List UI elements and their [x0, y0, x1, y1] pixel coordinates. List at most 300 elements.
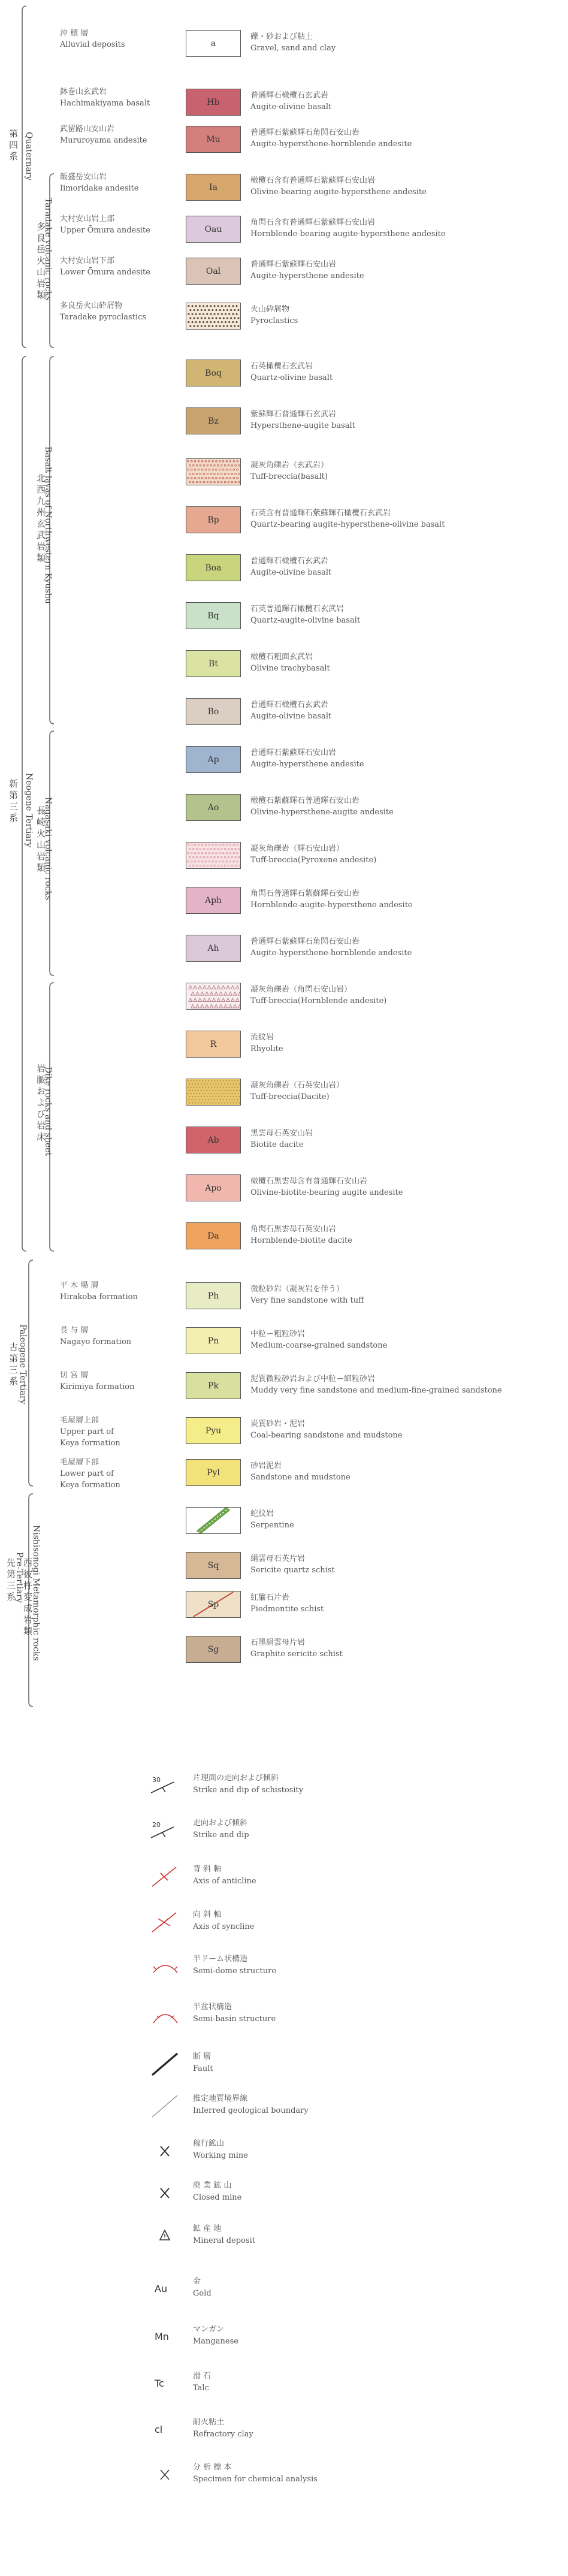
unit-description [250, 1176, 562, 1198]
symbol-desc-ja: 滑 石 [193, 2372, 212, 2381]
swatch-code: Sq [207, 1560, 219, 1571]
legend-swatch [186, 1222, 241, 1249]
unit-description [250, 127, 562, 150]
fault-icon [150, 2052, 186, 2076]
legend-swatch [186, 89, 241, 116]
swatch-pattern [186, 1079, 240, 1105]
legend-swatch [186, 216, 241, 243]
unit-description [250, 1328, 562, 1351]
swatch-code: Aph [204, 895, 222, 905]
symbol-desc-ja: 分 析 標 本 [193, 2463, 232, 2472]
mineral-deposit-icon [150, 2224, 186, 2248]
unit-name-ja: 飯盛岳安山岩 [60, 173, 107, 182]
unit-desc-ja: 凝灰角礫岩（輝石安山岩） [250, 844, 345, 853]
symbol-desc-en: Working mine [193, 2151, 248, 2160]
symbol-desc-en: Axis of anticline [193, 1877, 256, 1886]
unit-desc-en: Hornblende-biotite dacite [250, 1236, 352, 1245]
unit-name-en: Hachimakiyama basalt [60, 99, 150, 108]
symbol-sample-text: 30 [152, 1776, 161, 1784]
manganese-icon [150, 2325, 186, 2349]
symbol-desc-ja: 断 層 [193, 2052, 212, 2061]
unit-name-en: Lower Ōmura andesite [60, 268, 150, 277]
legend-swatch [186, 1174, 241, 1201]
unit-desc-en: Quartz-bearing augite-hypersthene-olivine basalt [250, 520, 445, 529]
unit-desc-en: Olivine-biotite-bearing augite andesite [250, 1188, 403, 1197]
legend-swatch [186, 935, 241, 962]
symbol-desc-ja: 背 斜 軸 [193, 1865, 222, 1874]
legend-swatch [186, 506, 241, 533]
symbol-description [193, 2138, 433, 2162]
unit-name-ja: 長 与 層 [60, 1326, 89, 1335]
symbol-desc-ja: 向 斜 軸 [193, 1910, 222, 1919]
swatch-code: Ph [207, 1291, 219, 1301]
unit-name-ja: 平 木 場 層 [60, 1281, 99, 1290]
swatch-code: Pk [208, 1381, 219, 1391]
unit-description [250, 651, 562, 674]
symbol-description [193, 1817, 433, 1841]
legend-swatch [186, 258, 241, 285]
legend-swatch [186, 1079, 241, 1106]
unit-name [60, 123, 180, 146]
swatch-code: Bp [207, 515, 219, 525]
unit-name-ja: 切 宮 層 [60, 1371, 89, 1380]
group-label-ja: 古第三系 [8, 1342, 19, 1388]
group-label-ja: 岩脈および岩床 [35, 1064, 46, 1143]
unit-desc-ja: 普通輝石橄欖石玄武岩 [250, 700, 329, 709]
symbol-description [193, 2370, 433, 2394]
unit-description [250, 508, 562, 530]
unit-desc-en: Quartz-augite-olivine basalt [250, 616, 361, 625]
symbol-description [193, 2417, 433, 2441]
syncline-axis-icon [150, 1910, 186, 1934]
swatch-code: Ia [209, 182, 217, 192]
unit-description [250, 1460, 562, 1483]
anticline-axis-icon [150, 1865, 186, 1889]
unit-name-ja: 毛屋層上部 [60, 1416, 99, 1425]
symbol-desc-ja: 半ドーム状構造 [193, 1955, 248, 1964]
unit-desc-ja: 流紋岩 [250, 1033, 274, 1042]
swatch-code: R [210, 1039, 217, 1049]
symbol-desc-ja: 廃 業 鉱 山 [193, 2181, 232, 2190]
group-label-en: Quaternary [24, 132, 34, 181]
unit-desc-ja: 凝灰角礫岩（玄武岩） [250, 461, 329, 470]
legend-swatch [186, 1031, 241, 1058]
unit-name-en: Taradake pyroclastics [60, 313, 147, 322]
legend-swatch [186, 303, 241, 330]
swatch-code: Bq [207, 611, 219, 621]
unit-description [250, 1032, 562, 1055]
swatch-code: Ah [207, 943, 219, 953]
symbol-description [193, 2093, 433, 2117]
legend-swatch [186, 746, 241, 773]
unit-desc-en: Augite-olivine basalt [250, 102, 332, 111]
unit-description [250, 31, 562, 54]
swatch-code: Apo [205, 1183, 222, 1193]
unit-name [60, 300, 180, 323]
unit-description [250, 1508, 562, 1531]
symbol-description [193, 2324, 433, 2348]
unit-description [250, 304, 562, 327]
unit-desc-en: Augite-hypersthene-hornblende andesite [250, 949, 412, 958]
group-label-ja: 多良岳火山岩類 [35, 222, 46, 301]
unit-desc-ja: 普通輝石紫蘇輝石角閃石安山岩 [250, 937, 360, 946]
unit-desc-en: Medium-coarse-grained sandstone [250, 1341, 388, 1350]
unit-desc-ja: 凝灰角礫岩（石英安山岩） [250, 1081, 345, 1090]
swatch-code: Bz [208, 416, 219, 426]
symbol-desc-en: Manganese [193, 2337, 238, 2346]
swatch-code: Ab [207, 1135, 219, 1145]
closed-mine-icon [150, 2181, 186, 2205]
unit-desc-en: Hypersthene-augite basalt [250, 421, 355, 430]
swatch-code: Bt [209, 659, 218, 669]
legend-swatch [186, 360, 241, 386]
unit-name [60, 213, 180, 236]
symbol-description [193, 2276, 433, 2300]
legend-swatch [186, 458, 241, 485]
unit-desc-ja: 角閃石含有普通輝石紫蘇輝石安山岩 [250, 218, 376, 227]
swatch-pattern [186, 1508, 240, 1533]
group-label-ja: 西彼杵変成岩類 [22, 1558, 33, 1638]
symbol-desc-en: Gold [193, 2289, 212, 2298]
group-label-en: Taradake volcanic rocks [43, 198, 53, 301]
group-label-en: Neogene Tertiary [24, 773, 34, 848]
unit-desc-ja: 蛇紋岩 [250, 1509, 274, 1518]
unit-name-en: Hirakoba formation [60, 1292, 138, 1301]
legend-swatch [186, 554, 241, 581]
strike-dip-schistosity-icon [150, 1774, 186, 1798]
unit-name-en: Mururoyama andesite [60, 136, 147, 145]
unit-desc-en: Tuff-breccia(basalt) [250, 472, 328, 481]
chemical-sample-icon [150, 2463, 186, 2487]
unit-name-ja: 鉢巻山玄武岩 [60, 87, 107, 96]
unit-name-en: Keya formation [60, 1481, 120, 1490]
symbol-desc-ja: 推定地質境界線 [193, 2094, 248, 2103]
group-label-en: Paleogene Tertiary [18, 1324, 28, 1405]
unit-desc-ja: 石英橄欖石玄武岩 [250, 362, 313, 371]
unit-description [250, 460, 562, 482]
legend-swatch [186, 1282, 241, 1309]
unit-description [250, 888, 562, 911]
symbol-desc-en: Strike and dip [193, 1831, 249, 1840]
unit-desc-en: Augite-hypersthene andesite [250, 760, 364, 769]
unit-desc-en: Pyroclastics [250, 316, 298, 325]
unit-desc-ja: 普通輝石橄欖石玄武岩 [250, 91, 329, 100]
symbol-desc-en: Fault [193, 2064, 213, 2073]
legend-swatch [186, 887, 241, 914]
unit-desc-en: Olivine-hypersthene-augite andesite [250, 808, 394, 817]
legend-swatch [186, 1591, 241, 1618]
unit-desc-ja: 橄欖石紫蘇輝石普通輝石安山岩 [250, 796, 360, 805]
swatch-code: Pyl [207, 1467, 220, 1478]
legend-swatch [186, 1372, 241, 1399]
swatch-code: Boa [205, 563, 222, 573]
symbol-desc-en: Mineral deposit [193, 2236, 256, 2245]
symbol-description [193, 2051, 433, 2075]
symbol-sample-text: cl [155, 2424, 163, 2435]
swatch-code: Oal [206, 266, 221, 276]
unit-description [250, 1128, 562, 1150]
unit-name-en: Alluvial deposits [60, 40, 125, 49]
symbol-description [193, 2180, 433, 2204]
symbol-desc-en: Axis of syncline [193, 1922, 255, 1931]
symbol-desc-en: Semi-basin structure [193, 2015, 276, 2024]
unit-desc-en: Augite-hypersthene-hornblende andesite [250, 140, 412, 149]
symbol-desc-en: Inferred geological boundary [193, 2106, 309, 2115]
unit-desc-en: Muddy very fine sandstone and medium-fine-grained sandstone [250, 1386, 502, 1395]
unit-description [250, 936, 562, 959]
unit-desc-en: Biotite dacite [250, 1140, 304, 1149]
refractory-clay-icon [150, 2418, 186, 2442]
symbol-desc-ja: 稼行鉱山 [193, 2139, 225, 2148]
unit-description [250, 409, 562, 431]
symbol-sample-text: Au [155, 2283, 168, 2294]
unit-description [250, 747, 562, 770]
swatch-code: Pn [207, 1336, 219, 1346]
swatch-code: a [210, 38, 216, 49]
inferred-boundary-icon [150, 2094, 186, 2118]
unit-name [60, 28, 180, 50]
unit-description [250, 1418, 562, 1441]
unit-description [250, 1373, 562, 1396]
symbol-sample-text: 20 [152, 1821, 161, 1829]
unit-name-ja: 大村安山岩下部 [60, 256, 115, 265]
unit-name-en: Nagayo formation [60, 1337, 132, 1346]
unit-name-ja: 武留路山安山岩 [60, 125, 115, 134]
symbol-desc-ja: マンガン [193, 2325, 225, 2334]
legend-swatch [186, 1552, 241, 1579]
unit-desc-en: Graphite sericite schist [250, 1650, 343, 1659]
unit-description [250, 90, 562, 113]
unit-description [250, 1224, 562, 1246]
legend-swatch [186, 650, 241, 677]
unit-description [250, 1284, 562, 1306]
unit-desc-ja: 橄欖石黒雲母含有普通輝石安山岩 [250, 1177, 368, 1186]
group-label-en: Nagasaki volcanic rocks [43, 797, 53, 901]
unit-desc-en: Serpentine [250, 1521, 294, 1530]
unit-description [250, 361, 562, 383]
symbol-description [193, 1953, 433, 1977]
swatch-code: Ao [207, 802, 219, 813]
unit-desc-ja: 普通輝石紫蘇輝石安山岩 [250, 748, 337, 757]
legend-swatch [186, 1127, 241, 1153]
unit-description [250, 259, 562, 282]
unit-name-en: Kirimiya formation [60, 1382, 135, 1391]
legend-swatch [186, 1507, 241, 1534]
unit-desc-en: Piedmontite schist [250, 1605, 324, 1614]
symbol-desc-en: Closed mine [193, 2193, 242, 2202]
unit-description [250, 843, 562, 866]
semi-basin-icon [150, 2003, 186, 2027]
unit-desc-en: Coal-bearing sandstone and mudstone [250, 1431, 403, 1440]
group-label-ja: 北西九州玄武岩類 [35, 473, 46, 564]
symbol-sample-text: Tc [155, 2378, 164, 2389]
unit-desc-ja: 橄欖石含有普通輝石紫蘇輝石安山岩 [250, 176, 376, 185]
legend-swatch [186, 1417, 241, 1444]
symbol-description [193, 1772, 433, 1796]
unit-desc-en: Olivine trachybasalt [250, 664, 330, 673]
unit-name-ja: 沖 積 層 [60, 29, 89, 38]
symbol-desc-ja: 耐火粘土 [193, 2418, 225, 2427]
unit-desc-en: Very fine sandstone with tuff [250, 1296, 364, 1305]
gold-icon [150, 2277, 186, 2301]
unit-desc-ja: 紅簾石片岩 [250, 1593, 290, 1602]
unit-name [60, 1370, 180, 1393]
legend-swatch [186, 126, 241, 153]
legend-swatch [186, 698, 241, 725]
unit-desc-en: Hornblende-augite-hypersthene andesite [250, 901, 413, 910]
unit-name-en: Keya formation [60, 1439, 120, 1448]
unit-description [250, 795, 562, 818]
unit-desc-ja: 泥質微粒砂岩および中粒ー細粒砂岩 [250, 1375, 376, 1384]
unit-name [60, 1280, 180, 1303]
unit-desc-ja: 石墨絹雲母片岩 [250, 1638, 306, 1647]
unit-name-en: Iimoridake andesite [60, 184, 139, 193]
unit-name [60, 255, 180, 278]
unit-name-ja: 多良岳火山砕屑物 [60, 301, 123, 310]
unit-desc-en: Sandstone and mudstone [250, 1473, 351, 1482]
group-label-en: Nishisonogi Metamorphic rocks [31, 1525, 41, 1661]
symbol-desc-ja: 走向および傾斜 [193, 1819, 248, 1828]
swatch-code: Sg [207, 1644, 219, 1654]
swatch-code: Da [207, 1231, 219, 1241]
unit-desc-en: Sericite quartz schist [250, 1566, 335, 1575]
legend-swatch [186, 842, 241, 869]
unit-name-ja: 大村安山岩上部 [60, 215, 115, 224]
legend-swatch [186, 602, 241, 629]
unit-desc-ja: 凝灰角礫岩（角閃石安山岩） [250, 985, 352, 994]
unit-desc-ja: 石英含有普通輝石紫蘇輝石橄欖石玄武岩 [250, 509, 391, 518]
unit-desc-ja: 橄欖石粗面玄武岩 [250, 653, 313, 662]
swatch-code: Sp [207, 1599, 219, 1609]
working-mine-icon [150, 2139, 186, 2163]
unit-name [60, 1415, 180, 1449]
swatch-code: Boq [205, 368, 222, 378]
unit-name [60, 86, 180, 109]
symbol-description [193, 1909, 433, 1933]
unit-desc-en: Rhyolite [250, 1044, 283, 1053]
unit-name-ja: 毛屋層下部 [60, 1458, 99, 1467]
unit-description [250, 217, 562, 240]
symbol-desc-ja: 鉱 産 地 [193, 2224, 222, 2233]
unit-desc-en: Tuff-breccia(Hornblende andesite) [250, 996, 387, 1005]
semi-dome-icon [150, 1955, 186, 1979]
unit-desc-en: Gravel, sand and clay [250, 44, 336, 53]
swatch-code: Oau [204, 224, 222, 234]
unit-desc-ja: 普通輝石橄欖石玄武岩 [250, 557, 329, 566]
swatch-code: Bo [207, 706, 219, 717]
symbol-description [193, 2223, 433, 2247]
symbol-desc-en: Specimen for chemical analysis [193, 2475, 318, 2484]
unit-description [250, 699, 562, 722]
unit-desc-en: Augite-hypersthene andesite [250, 271, 364, 280]
symbol-desc-en: Talc [193, 2384, 209, 2393]
group-label-ja: 新第三系 [8, 779, 19, 825]
unit-name-en: Upper Ōmura andesite [60, 226, 150, 235]
group-label-en: Basalt lavas of Northwestern Kyushu [43, 446, 53, 604]
symbol-sample-text: Mn [155, 2331, 169, 2342]
legend-swatch [186, 1459, 241, 1486]
unit-name [60, 171, 180, 194]
swatch-pattern [186, 983, 240, 1009]
symbol-desc-en: Strike and dip of schistosity [193, 1786, 304, 1795]
symbol-description [193, 2001, 433, 2025]
legend-swatch [186, 1327, 241, 1354]
symbol-description [193, 2462, 433, 2486]
swatch-code: Mu [206, 134, 220, 144]
unit-description [250, 175, 562, 198]
unit-desc-en: Quartz-olivine basalt [250, 373, 333, 382]
legend-swatch [186, 174, 241, 201]
unit-desc-en: Tuff-breccia(Pyroxene andesite) [250, 856, 377, 865]
symbol-desc-en: Refractory clay [193, 2430, 253, 2439]
unit-description [250, 1080, 562, 1103]
unit-name-en: Upper part of [60, 1427, 114, 1436]
unit-desc-ja: 角閃石黒雲母石英安山岩 [250, 1225, 337, 1234]
group-label-ja: 長崎火山岩類 [35, 806, 46, 874]
unit-description [250, 1553, 562, 1576]
unit-desc-ja: 炭質砂岩・泥岩 [250, 1420, 306, 1429]
unit-name [60, 1325, 180, 1348]
swatch-pattern [186, 303, 240, 329]
bracket-paleogene [29, 1260, 33, 1486]
swatch-code: Ap [207, 754, 219, 765]
strike-dip-icon [150, 1819, 186, 1843]
symbol-desc-ja: 片理面の走向および傾斜 [193, 1774, 279, 1783]
group-label-ja: 第四系 [8, 129, 19, 163]
legend-swatch [186, 30, 241, 57]
unit-desc-en: Olivine-bearing augite-hypersthene andesite [250, 188, 427, 197]
unit-desc-ja: 砂岩泥岩 [250, 1461, 282, 1470]
unit-description [250, 555, 562, 578]
swatch-pattern [186, 842, 240, 868]
swatch-code: Hb [207, 97, 220, 107]
group-label-ja: 先第三系 [5, 1558, 16, 1603]
legend-swatch [186, 1636, 241, 1663]
group-label-en: Dike rocks and sheet [43, 1067, 53, 1156]
unit-desc-en: Augite-olivine basalt [250, 712, 332, 721]
symbol-description [193, 1864, 433, 1888]
symbol-desc-ja: 金 [193, 2277, 201, 2286]
unit-desc-ja: 中粒ー粗粒砂岩 [250, 1330, 306, 1339]
unit-desc-ja: 角閃石普通輝石紫蘇輝石安山岩 [250, 889, 360, 898]
talc-icon [150, 2372, 186, 2396]
swatch-pattern [186, 459, 240, 485]
unit-description [250, 984, 562, 1007]
unit-desc-ja: 礫・砂および粘土 [250, 32, 313, 41]
unit-desc-ja: 紫蘇輝石普通輝石玄武岩 [250, 410, 337, 419]
unit-description [250, 1592, 562, 1615]
unit-desc-ja: 火山砕屑物 [250, 305, 290, 314]
unit-description [250, 603, 562, 626]
group-label-en: Pre-Tertiary [14, 1552, 24, 1603]
unit-desc-ja: 普通輝石紫蘇輝石安山岩 [250, 260, 337, 269]
unit-desc-ja: 黒雲母石英安山岩 [250, 1129, 313, 1138]
unit-name [60, 1457, 180, 1491]
symbol-desc-ja: 半盆状構造 [193, 2003, 232, 2012]
unit-desc-ja: 微粒砂岩（凝灰岩を伴う） [250, 1285, 345, 1294]
swatch-code: Pyu [205, 1426, 222, 1436]
unit-desc-ja: 普通輝石紫蘇輝石角閃石安山岩 [250, 128, 360, 137]
unit-desc-ja: 石英普通輝石橄欖石玄武岩 [250, 605, 345, 614]
unit-desc-ja: 絹雲母石英片岩 [250, 1554, 306, 1563]
unit-description [250, 1637, 562, 1660]
legend-swatch [186, 407, 241, 434]
unit-desc-en: Hornblende-bearing augite-hypersthene andesite [250, 229, 446, 238]
symbol-desc-en: Semi-dome structure [193, 1967, 277, 1976]
unit-desc-en: Tuff-breccia(Dacite) [250, 1092, 330, 1101]
unit-desc-en: Augite-olivine basalt [250, 568, 332, 577]
legend-swatch [186, 983, 241, 1010]
